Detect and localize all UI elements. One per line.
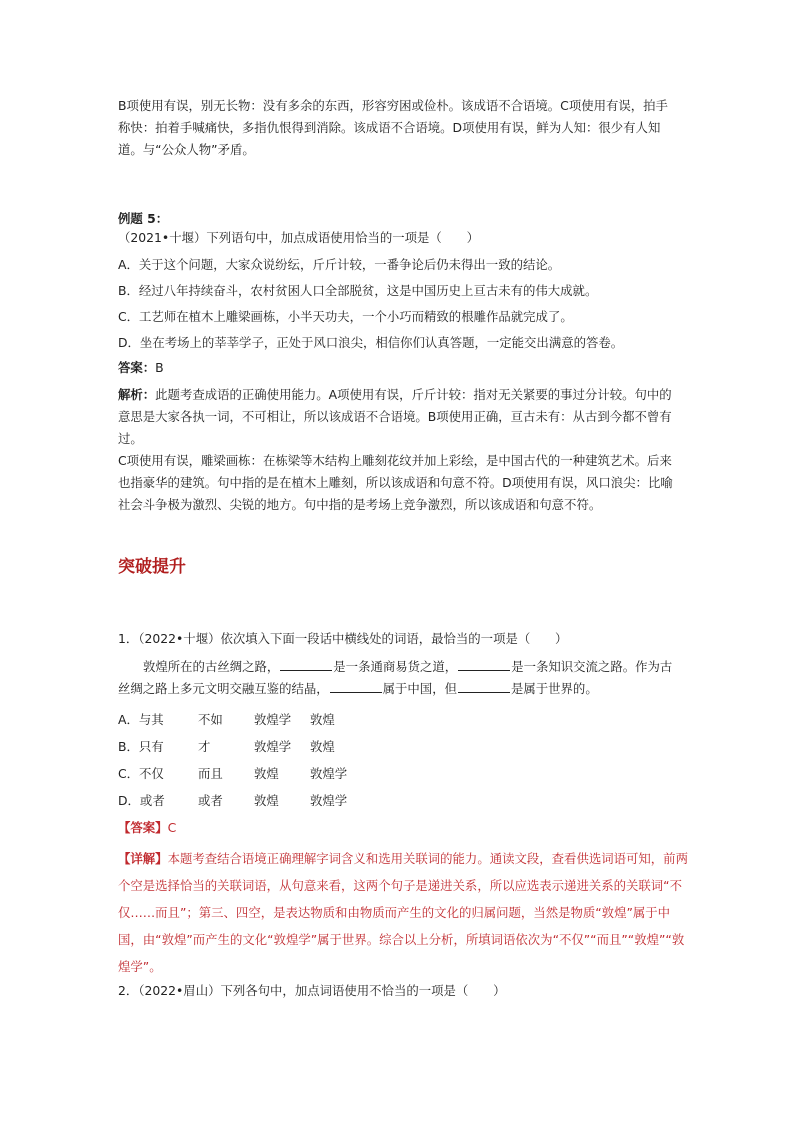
example-5-analysis-2: C项使用有误，雕梁画栋：在栋梁等木结构上雕刻花纹并加上彩绘，是中国古代的一种建筑艺术。后来也指豪华的建筑。句中指的是在植木上雕刻，所以该成语和句意不符。D项使用有误，风口浪尖：比喻社会斗争极为激烈、尖锐的地方。句中指的是考场上竞争激烈，所以该成语和句意不符。 [118,453,673,512]
q1-option-c-2: 而且 [198,766,223,781]
analysis-label: 解析： [118,387,156,402]
q2-stem: 2．（2022•眉山）下列各句中，加点词语使用不恰当的一项是（ ） [118,983,506,998]
example-5-option-d: D．坐在考场上的莘莘学子，正处于风口浪尖，相信你们认真答题，一定能交出满意的答卷。 [118,335,624,350]
q1-option-b-3: 敦煌学 [254,739,292,754]
blank-1 [280,658,332,671]
q1-option-a-2: 不如 [198,712,223,727]
blank-3 [330,680,382,693]
q1-detail-text: 本题考查结合语境正确理解字词含义和选用关联词的能力。通读文段，查看供选词语可知，前两个空是选择恰当的关联词语，从句意来看，这两个句子是递进关系，所以应选表示递进关系的关联词“不仅……而且”；第三、四空，是表达物质和由物质而产生的文化的归属问题，当然是物质“敦煌”属于中国，由“敦煌”而产生的文化“敦煌学”属于世界。综合以上分析，所填词语依次为“不仅”“而且”“敦煌”“敦煌学”。 [118,851,688,974]
q1-passage-d: 属于中国，但 [382,681,457,696]
q1-option-c-4: 敦煌学 [310,766,348,781]
q1-option-d-1: D．或者 [118,793,165,808]
q1-passage-b: 是一条通商易货之道， [333,659,458,674]
q1-option-a-4: 敦煌 [310,712,335,727]
example-5-answer [118,357,678,379]
example-5-option-c: C．工艺师在植木上雕梁画栋，小半天功夫，一个小巧而精致的根雕作品就完成了。 [118,309,573,324]
previous-analysis: B项使用有误，别无长物：没有多余的东西，形容穷困或俭朴。该成语不合语境。C项使用有误，拍手称快：拍着手喊痛快，多指仇恨得到消除。该成语不合语境。D项使用有误，鲜为人知：很少有人知道。与“公众人物”矛盾。 [118,98,668,157]
q1-option-d-4: 敦煌学 [310,793,348,808]
q1-stem: 1．（2022•十堰）依次填入下面一段话中横线处的词语，最恰当的一项是（ ） [118,631,568,646]
example-5-analysis-1 [118,384,678,450]
example-5-option-b: B．经过八年持续奋斗，农村贫困人口全部脱贫，这是中国历史上亘古未有的伟大成就。 [118,283,598,298]
q1-passage-a: 敦煌所在的古丝绸之路， [143,659,280,674]
q1-option-a-1: A．与其 [118,712,164,727]
q1-answer [118,817,678,839]
q1-passage [118,656,678,700]
section-title: 突破提升 [118,557,186,577]
answer-value: B [155,360,164,375]
q1-option-d-2: 或者 [198,793,223,808]
blank-2 [458,658,510,671]
answer-label: 答案： [118,360,156,375]
q1-option-a-3: 敦煌学 [254,712,292,727]
q1-option-b-2: 才 [198,739,211,754]
q1-passage-c: 是一条知识交流之路。作为古丝绸之路上多元文明交融互鉴的结晶， [118,659,673,696]
q1-answer-label: 【答案】 [118,820,168,835]
q1-option-c-1: C．不仅 [118,766,164,781]
q1-passage-e: 是属于世界的。 [510,681,598,696]
analysis-text-1: 此题考查成语的正确使用能力。A项使用有误，斤斤计较：指对无关紧要的事过分计较。句中的意思是大家各执一词，不可相让，所以该成语不合语境。B项使用正确，亘古未有：从古到今都不曾有过。 [118,387,672,446]
q1-option-b-1: B．只有 [118,739,164,754]
q1-detail-label: 【详解】 [118,851,168,866]
q1-option-d-3: 敦煌 [254,793,279,808]
example-5-question: （2021•十堰）下列语句中，加点成语使用恰当的一项是（ ） [118,230,479,245]
blank-4 [458,680,510,693]
q1-option-b-4: 敦煌 [310,739,335,754]
q1-detail [118,845,690,980]
q1-option-c-3: 敦煌 [254,766,279,781]
example-5-option-a: A．关于这个问题，大家众说纷纭，斤斤计较，一番争论后仍未得出一致的结论。 [118,257,561,272]
example-5-title: 例题 5： [118,211,169,226]
q1-answer-value: C [167,820,177,835]
